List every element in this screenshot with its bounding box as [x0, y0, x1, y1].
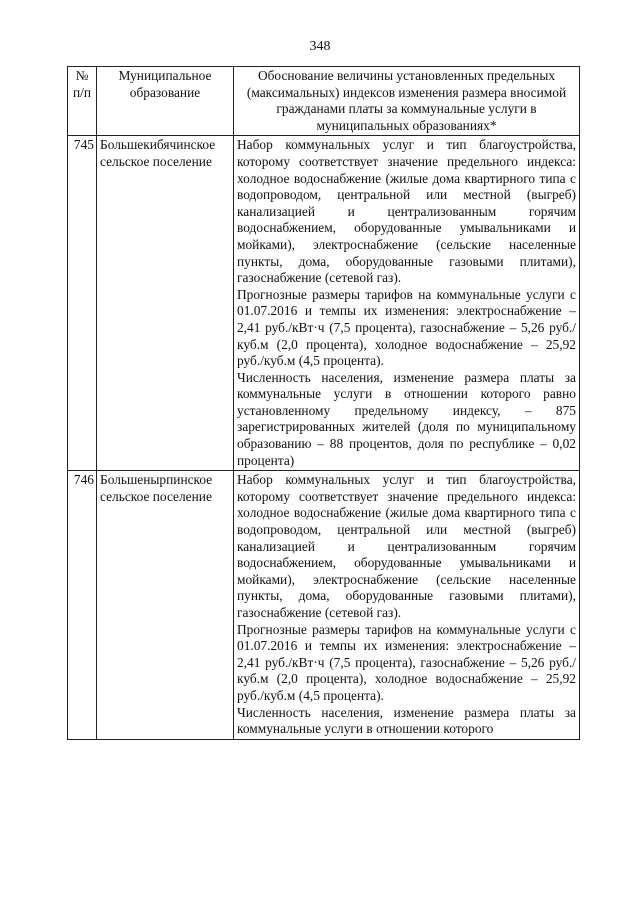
row-basis	[234, 471, 580, 740]
table-row	[68, 136, 580, 471]
basis-paragraph: Прогнозные размеры тарифов на коммунальные услуги с 01.07.2016 и темпы их изменения: электроснабжение – 2,41 руб./кВт·ч (7,5 процента), газоснабжение – 5,26 руб./куб.м (2,0 процента), холодное водоснабжение – 25,92 руб./куб.м (4,5 процента).	[237, 621, 576, 703]
row-number: 745	[68, 136, 97, 471]
header-municipality: Муниципальное образование	[97, 67, 234, 136]
header-number: № п/п	[68, 67, 97, 136]
basis-paragraph: Набор коммунальных услуг и тип благоустройства, которому соответствует значение предельного индекса: холодное водоснабжение (жилые дома квартирного типа с водопроводом, центральной или местной (выгреб) канализацией и централизованным горячим водоснабжением, оборудованные умывальниками и мойками), электроснабжение (сельские населенные пункты, дома, оборудованные газовыми плитами), газоснабжение (сетевой газ).	[237, 137, 576, 286]
basis-paragraph: Численность населения, изменение размера платы за коммунальные услуги в отношении которого	[237, 704, 576, 737]
page-number: 348	[309, 39, 331, 54]
basis-paragraph: Численность населения, изменение размера платы за коммунальные услуги в отношении которого равно установленному предельному индексу, – 875 зарегистрированных жителей (доля по муниципальному образованию – 88 процентов, доля по республике – 0,02 процента)	[237, 369, 576, 468]
table-row	[68, 471, 580, 740]
row-municipality: Большекибячинское сельское поселение	[97, 136, 234, 471]
basis-paragraph: Набор коммунальных услуг и тип благоустройства, которому соответствует значение предельного индекса: холодное водоснабжение (жилые дома квартирного типа с водопроводом, центральной или местной (выгреб) канализацией и централизованным горячим водоснабжением, оборудованные умывальниками и мойками), электроснабжение (сельские населенные пункты, дома, оборудованные газовыми плитами), газоснабжение (сетевой газ).	[237, 472, 576, 620]
row-number: 746	[68, 471, 97, 740]
table-header-row	[68, 67, 580, 136]
tariff-table	[67, 66, 580, 740]
header-basis: Обоснование величины установленных предельных (максимальных) индексов изменения размера вносимой гражданами платы за коммунальные услуги в муниципальных образованиях*	[234, 67, 580, 136]
basis-paragraph: Прогнозные размеры тарифов на коммунальные услуги с 01.07.2016 и темпы их изменения: электроснабжение – 2,41 руб./кВт·ч (7,5 процента), газоснабжение – 5,26 руб./куб.м (2,0 процента), холодное водоснабжение – 25,92 руб./куб.м (4,5 процента).	[237, 286, 576, 369]
row-basis	[234, 136, 580, 471]
row-municipality: Большенырпинское сельское поселение	[97, 471, 234, 740]
